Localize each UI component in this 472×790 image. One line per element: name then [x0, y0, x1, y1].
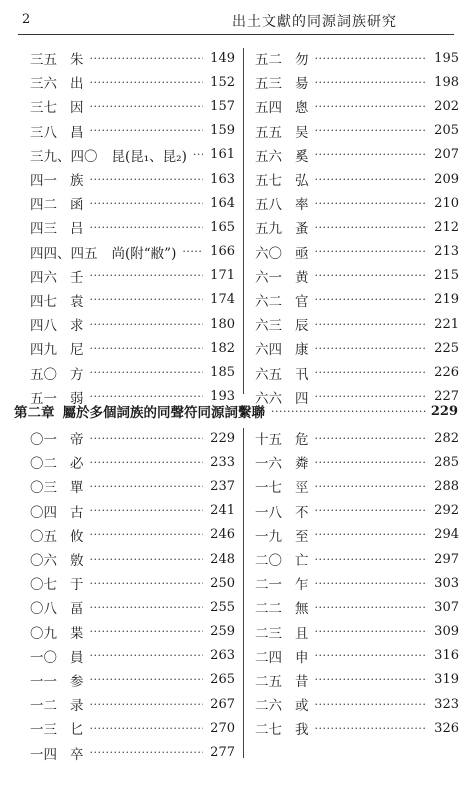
entry-number: 二六 [255, 698, 282, 715]
entry-page: 263 [210, 648, 235, 664]
toc-entry [30, 595, 235, 619]
toc-entry [30, 143, 235, 167]
entry-title: 辰 [295, 318, 309, 335]
leader-dots [90, 124, 204, 137]
toc-column-lower-left [30, 426, 235, 765]
entry-title: 我 [295, 722, 309, 739]
entry-title: 帝 [70, 432, 84, 449]
entry-number: 六一 [255, 269, 282, 286]
entry-number: 五二 [255, 52, 282, 69]
entry-number: 二一 [255, 577, 282, 594]
entry-title: 吴 [295, 124, 309, 141]
toc-entry [30, 426, 235, 450]
toc-entry [255, 620, 459, 644]
entry-number: 一八 [255, 504, 282, 521]
entry-number: 六四 [255, 342, 282, 359]
entry-page: 212 [434, 219, 459, 235]
entry-number: 〇八 [30, 601, 57, 618]
entry-page: 193 [210, 389, 235, 405]
toc-entry [255, 547, 459, 571]
entry-page: 161 [210, 147, 235, 163]
leader-dots [90, 52, 204, 65]
entry-number: 二三 [255, 625, 282, 642]
entry-title: 勿 [295, 52, 309, 69]
leader-dots [90, 673, 204, 686]
toc-entry [30, 474, 235, 498]
leader-dots [90, 221, 204, 234]
leader-dots [271, 405, 426, 418]
entry-page: 157 [210, 98, 235, 114]
entry-number: 五七 [255, 173, 282, 190]
toc-entry [30, 716, 235, 740]
entry-number: 四九 [30, 342, 57, 359]
entry-number: 十五 [255, 432, 282, 449]
entry-number: 二二 [255, 601, 282, 618]
entry-number: 〇六 [30, 553, 57, 570]
toc-entry [255, 143, 459, 167]
entry-title: 亟 [295, 245, 309, 262]
entry-number: 五五 [255, 124, 282, 141]
leader-dots [315, 649, 428, 662]
entry-title: 康 [295, 342, 309, 359]
toc-entry [255, 716, 459, 740]
entry-number: 三八 [30, 124, 57, 141]
entry-number: 六五 [255, 366, 282, 383]
chapter-label: 第二章 [14, 405, 55, 421]
toc-entry [30, 46, 235, 70]
entry-page: 307 [434, 599, 459, 615]
entry-page: 282 [434, 430, 459, 446]
entry-title: 朱 [70, 52, 84, 69]
entry-number: 一三 [30, 722, 57, 739]
entry-number: 三六 [30, 76, 57, 93]
entry-page: 265 [210, 672, 235, 688]
toc-entry [255, 94, 459, 118]
toc-entry [255, 264, 459, 288]
entry-page: 316 [434, 648, 459, 664]
entry-page: 215 [434, 268, 459, 284]
leader-dots [90, 698, 204, 711]
toc-entry [30, 336, 235, 360]
entry-number: 二五 [255, 673, 282, 690]
leader-dots [315, 269, 428, 282]
entry-page: 166 [210, 244, 235, 260]
entry-page: 213 [434, 244, 459, 260]
leader-dots [90, 456, 204, 469]
page-number: 2 [22, 12, 31, 27]
toc-entry [30, 499, 235, 523]
entry-title: 申 [295, 649, 309, 666]
entry-page: 221 [434, 316, 459, 332]
entry-number: 四七 [30, 293, 57, 310]
entry-page: 229 [210, 430, 235, 446]
toc-entry [255, 474, 459, 498]
toc-entry [255, 571, 459, 595]
entry-title: 于 [70, 577, 84, 594]
entry-number: 六〇 [255, 245, 282, 262]
entry-page: 292 [434, 503, 459, 519]
toc-entry [30, 668, 235, 692]
entry-number: 六二 [255, 293, 282, 310]
leader-dots [90, 366, 204, 379]
entry-number: 五四 [255, 100, 282, 117]
entry-page: 267 [210, 696, 235, 712]
entry-page: 259 [210, 624, 235, 640]
toc-entry [30, 450, 235, 474]
leader-dots [90, 269, 204, 282]
entry-title: 不 [295, 504, 309, 521]
entry-title: 函 [70, 197, 84, 214]
toc-entry [30, 620, 235, 644]
entry-title: 攸 [70, 528, 84, 545]
toc-entry [30, 312, 235, 336]
leader-dots [90, 100, 204, 113]
leader-dots [90, 722, 204, 735]
entry-title: 亡 [295, 553, 309, 570]
leader-dots [315, 342, 428, 355]
entry-title: 古 [70, 504, 84, 521]
entry-title: 蚤 [295, 221, 309, 238]
toc-entry [30, 119, 235, 143]
entry-number: 〇四 [30, 504, 57, 521]
toc-entry [255, 240, 459, 264]
entry-title: 奚 [295, 148, 309, 165]
toc-entry [255, 692, 459, 716]
entry-number: 六三 [255, 318, 282, 335]
entry-title: 昔 [295, 673, 309, 690]
entry-page: 326 [434, 720, 459, 736]
leader-dots [315, 504, 428, 517]
entry-number: 一二 [30, 698, 57, 715]
chapter-heading [14, 400, 458, 422]
leader-dots [315, 698, 428, 711]
entry-title: 弱 [70, 390, 84, 407]
toc-column-lower-right [255, 426, 459, 740]
leader-dots [315, 625, 428, 638]
entry-number: 四四、四五 [30, 245, 98, 262]
toc-entry [255, 360, 459, 384]
entry-title: 枼 [70, 625, 84, 642]
toc-entry [255, 644, 459, 668]
page-header [0, 0, 472, 38]
leader-dots [315, 432, 428, 445]
chapter-page: 229 [430, 403, 458, 419]
toc-entry [30, 215, 235, 239]
entry-number: 四三 [30, 221, 57, 238]
entry-number: 二七 [255, 722, 282, 739]
toc-entry [30, 70, 235, 94]
column-divider-lower [243, 428, 244, 758]
toc-entry [30, 740, 235, 764]
entry-number: 四二 [30, 197, 57, 214]
leader-dots [315, 456, 428, 469]
entry-title: 四 [295, 390, 309, 407]
entry-number: 五六 [255, 148, 282, 165]
entry-page: 225 [434, 340, 459, 356]
entry-number: 五三 [255, 76, 282, 93]
entry-number: 六六 [255, 390, 282, 407]
leader-dots [315, 52, 428, 65]
toc-entry [30, 692, 235, 716]
entry-page: 294 [434, 527, 459, 543]
leader-dots [90, 293, 204, 306]
leader-dots [90, 601, 204, 614]
entry-number: 〇七 [30, 577, 57, 594]
toc-entry [255, 668, 459, 692]
entry-page: 246 [210, 527, 235, 543]
entry-page: 207 [434, 147, 459, 163]
toc-entry [30, 240, 235, 264]
leader-dots [90, 197, 204, 210]
toc-entry [255, 191, 459, 215]
chapter-title: 屬於多個詞族的同聲符同源詞繫聯 [62, 405, 265, 421]
entry-title: 录 [70, 698, 84, 715]
toc-entry [30, 360, 235, 384]
entry-page: 319 [434, 672, 459, 688]
leader-dots [90, 480, 204, 493]
toc-entry [255, 70, 459, 94]
entry-number: 四一 [30, 173, 57, 190]
entry-title: 率 [295, 197, 309, 214]
entry-title: 畐 [70, 601, 84, 618]
leader-dots [90, 432, 204, 445]
entry-page: 227 [434, 389, 459, 405]
leader-dots [90, 528, 204, 541]
leader-dots [90, 746, 204, 759]
toc-column-upper-left [30, 46, 235, 409]
leader-dots [90, 625, 204, 638]
entry-page: 241 [210, 503, 235, 519]
entry-title: 巠 [295, 480, 309, 497]
entry-page: 250 [210, 575, 235, 591]
leader-dots [90, 553, 204, 566]
entry-number: 一〇 [30, 649, 57, 666]
entry-page: 195 [434, 50, 459, 66]
entry-page: 165 [210, 219, 235, 235]
leader-dots [315, 148, 428, 161]
leader-dots [90, 76, 204, 89]
entry-title: 昜 [295, 76, 309, 93]
toc-entry [255, 523, 459, 547]
toc-entry [255, 312, 459, 336]
toc-entry [255, 215, 459, 239]
leader-dots [90, 504, 204, 517]
entry-title: 或 [295, 698, 309, 715]
toc-entry [255, 499, 459, 523]
entry-page: 202 [434, 98, 459, 114]
entry-number: 五八 [255, 197, 282, 214]
leader-dots [315, 318, 428, 331]
entry-title: 危 [295, 432, 309, 449]
leader-dots [90, 318, 204, 331]
leader-dots [315, 673, 428, 686]
toc-entry [255, 167, 459, 191]
toc-entry [30, 571, 235, 595]
leader-dots [315, 293, 428, 306]
entry-title: 昌 [70, 124, 84, 141]
entry-page: 248 [210, 551, 235, 567]
entry-page: 303 [434, 575, 459, 591]
entry-page: 255 [210, 599, 235, 615]
entry-number: 五〇 [30, 366, 57, 383]
toc-entry [255, 119, 459, 143]
toc-entry [30, 644, 235, 668]
entry-title: 官 [295, 293, 309, 310]
entry-number: 〇二 [30, 456, 57, 473]
toc-entry [255, 450, 459, 474]
entry-page: 270 [210, 720, 235, 736]
entry-title: 無 [295, 601, 309, 618]
entry-number: 五九 [255, 221, 282, 238]
running-title: 出土文獻的同源詞族研究 [232, 14, 397, 30]
leader-dots [315, 76, 428, 89]
toc-column-upper-right [255, 46, 459, 409]
entry-page: 152 [210, 74, 235, 90]
entry-page: 180 [210, 316, 235, 332]
entry-title: 乍 [295, 577, 309, 594]
toc-entry [30, 523, 235, 547]
entry-page: 285 [434, 454, 459, 470]
leader-dots [315, 100, 428, 113]
entry-number: 〇五 [30, 528, 57, 545]
leader-dots [90, 577, 204, 590]
entry-page: 164 [210, 195, 235, 211]
leader-dots [90, 173, 204, 186]
entry-title: 参 [70, 673, 84, 690]
entry-title: 粦 [295, 456, 309, 473]
entry-page: 288 [434, 478, 459, 494]
entry-title: 至 [295, 528, 309, 545]
leader-dots [315, 197, 428, 210]
entry-number: 二〇 [255, 553, 282, 570]
leader-dots [315, 221, 428, 234]
entry-number: 五一 [30, 390, 57, 407]
entry-title: 弘 [295, 173, 309, 190]
leader-dots [315, 553, 428, 566]
entry-title: 求 [70, 318, 84, 335]
entry-title: 壬 [70, 269, 84, 286]
entry-title: 尚(附“敝”) [111, 245, 177, 262]
leader-dots [315, 577, 428, 590]
leader-dots [315, 124, 428, 137]
entry-number: 一四 [30, 746, 57, 763]
entry-title: 出 [70, 76, 84, 93]
entry-page: 159 [210, 123, 235, 139]
entry-title: 且 [295, 625, 309, 642]
entry-title: 尼 [70, 342, 84, 359]
entry-title: 卂 [295, 366, 309, 383]
header-rule [18, 34, 454, 35]
entry-page: 219 [434, 292, 459, 308]
entry-number: 一七 [255, 480, 282, 497]
toc-entry [30, 547, 235, 571]
toc-entry [30, 94, 235, 118]
entry-page: 297 [434, 551, 459, 567]
entry-page: 205 [434, 123, 459, 139]
toc-entry [255, 336, 459, 360]
leader-dots [193, 148, 203, 161]
entry-page: 309 [434, 624, 459, 640]
toc-entry [255, 426, 459, 450]
entry-title: 因 [70, 100, 84, 117]
leader-dots [315, 245, 428, 258]
entry-page: 171 [210, 268, 235, 284]
entry-title: 袁 [70, 293, 84, 310]
entry-number: 三七 [30, 100, 57, 117]
leader-dots [315, 480, 428, 493]
entry-page: 209 [434, 171, 459, 187]
entry-title: 方 [70, 366, 84, 383]
entry-title: 單 [70, 480, 84, 497]
leader-dots [315, 722, 428, 735]
entry-title: 匕 [70, 722, 84, 739]
entry-number: 四六 [30, 269, 57, 286]
entry-title: 族 [70, 173, 84, 190]
toc-entry [255, 288, 459, 312]
entry-number: 一九 [255, 528, 282, 545]
leader-dots [90, 342, 204, 355]
entry-page: 237 [210, 478, 235, 494]
leader-dots [90, 649, 204, 662]
entry-title: 吕 [70, 221, 84, 238]
toc-entry [30, 167, 235, 191]
entry-number: 一六 [255, 456, 282, 473]
entry-page: 277 [210, 745, 235, 761]
toc-entry [255, 595, 459, 619]
entry-number: 三五 [30, 52, 57, 69]
entry-title: 悤 [295, 100, 309, 117]
entry-page: 210 [434, 195, 459, 211]
entry-number: 〇三 [30, 480, 57, 497]
entry-title: 敫 [70, 553, 84, 570]
entry-number: 四八 [30, 318, 57, 335]
entry-page: 163 [210, 171, 235, 187]
entry-title: 昆(昆₁、昆₂) [111, 148, 187, 165]
entry-number: 〇一 [30, 432, 57, 449]
entry-page: 233 [210, 454, 235, 470]
entry-page: 323 [434, 696, 459, 712]
leader-dots [315, 173, 428, 186]
entry-page: 226 [434, 365, 459, 381]
toc-entry [30, 191, 235, 215]
toc-entry [30, 288, 235, 312]
entry-number: 一一 [30, 673, 57, 690]
leader-dots [315, 601, 428, 614]
entry-title: 黄 [295, 269, 309, 286]
toc-entry [255, 46, 459, 70]
entry-number: 二四 [255, 649, 282, 666]
entry-number: 〇九 [30, 625, 57, 642]
toc-entry [30, 264, 235, 288]
leader-dots [315, 528, 428, 541]
entry-page: 149 [210, 50, 235, 66]
entry-title: 員 [70, 649, 84, 666]
leader-dots [182, 245, 203, 258]
column-divider-upper [243, 48, 244, 394]
entry-title: 卒 [70, 746, 84, 763]
entry-page: 185 [210, 365, 235, 381]
entry-page: 198 [434, 74, 459, 90]
entry-title: 必 [70, 456, 84, 473]
entry-page: 182 [210, 340, 235, 356]
entry-page: 174 [210, 292, 235, 308]
leader-dots [315, 366, 428, 379]
entry-number: 三九、四〇 [30, 148, 98, 165]
